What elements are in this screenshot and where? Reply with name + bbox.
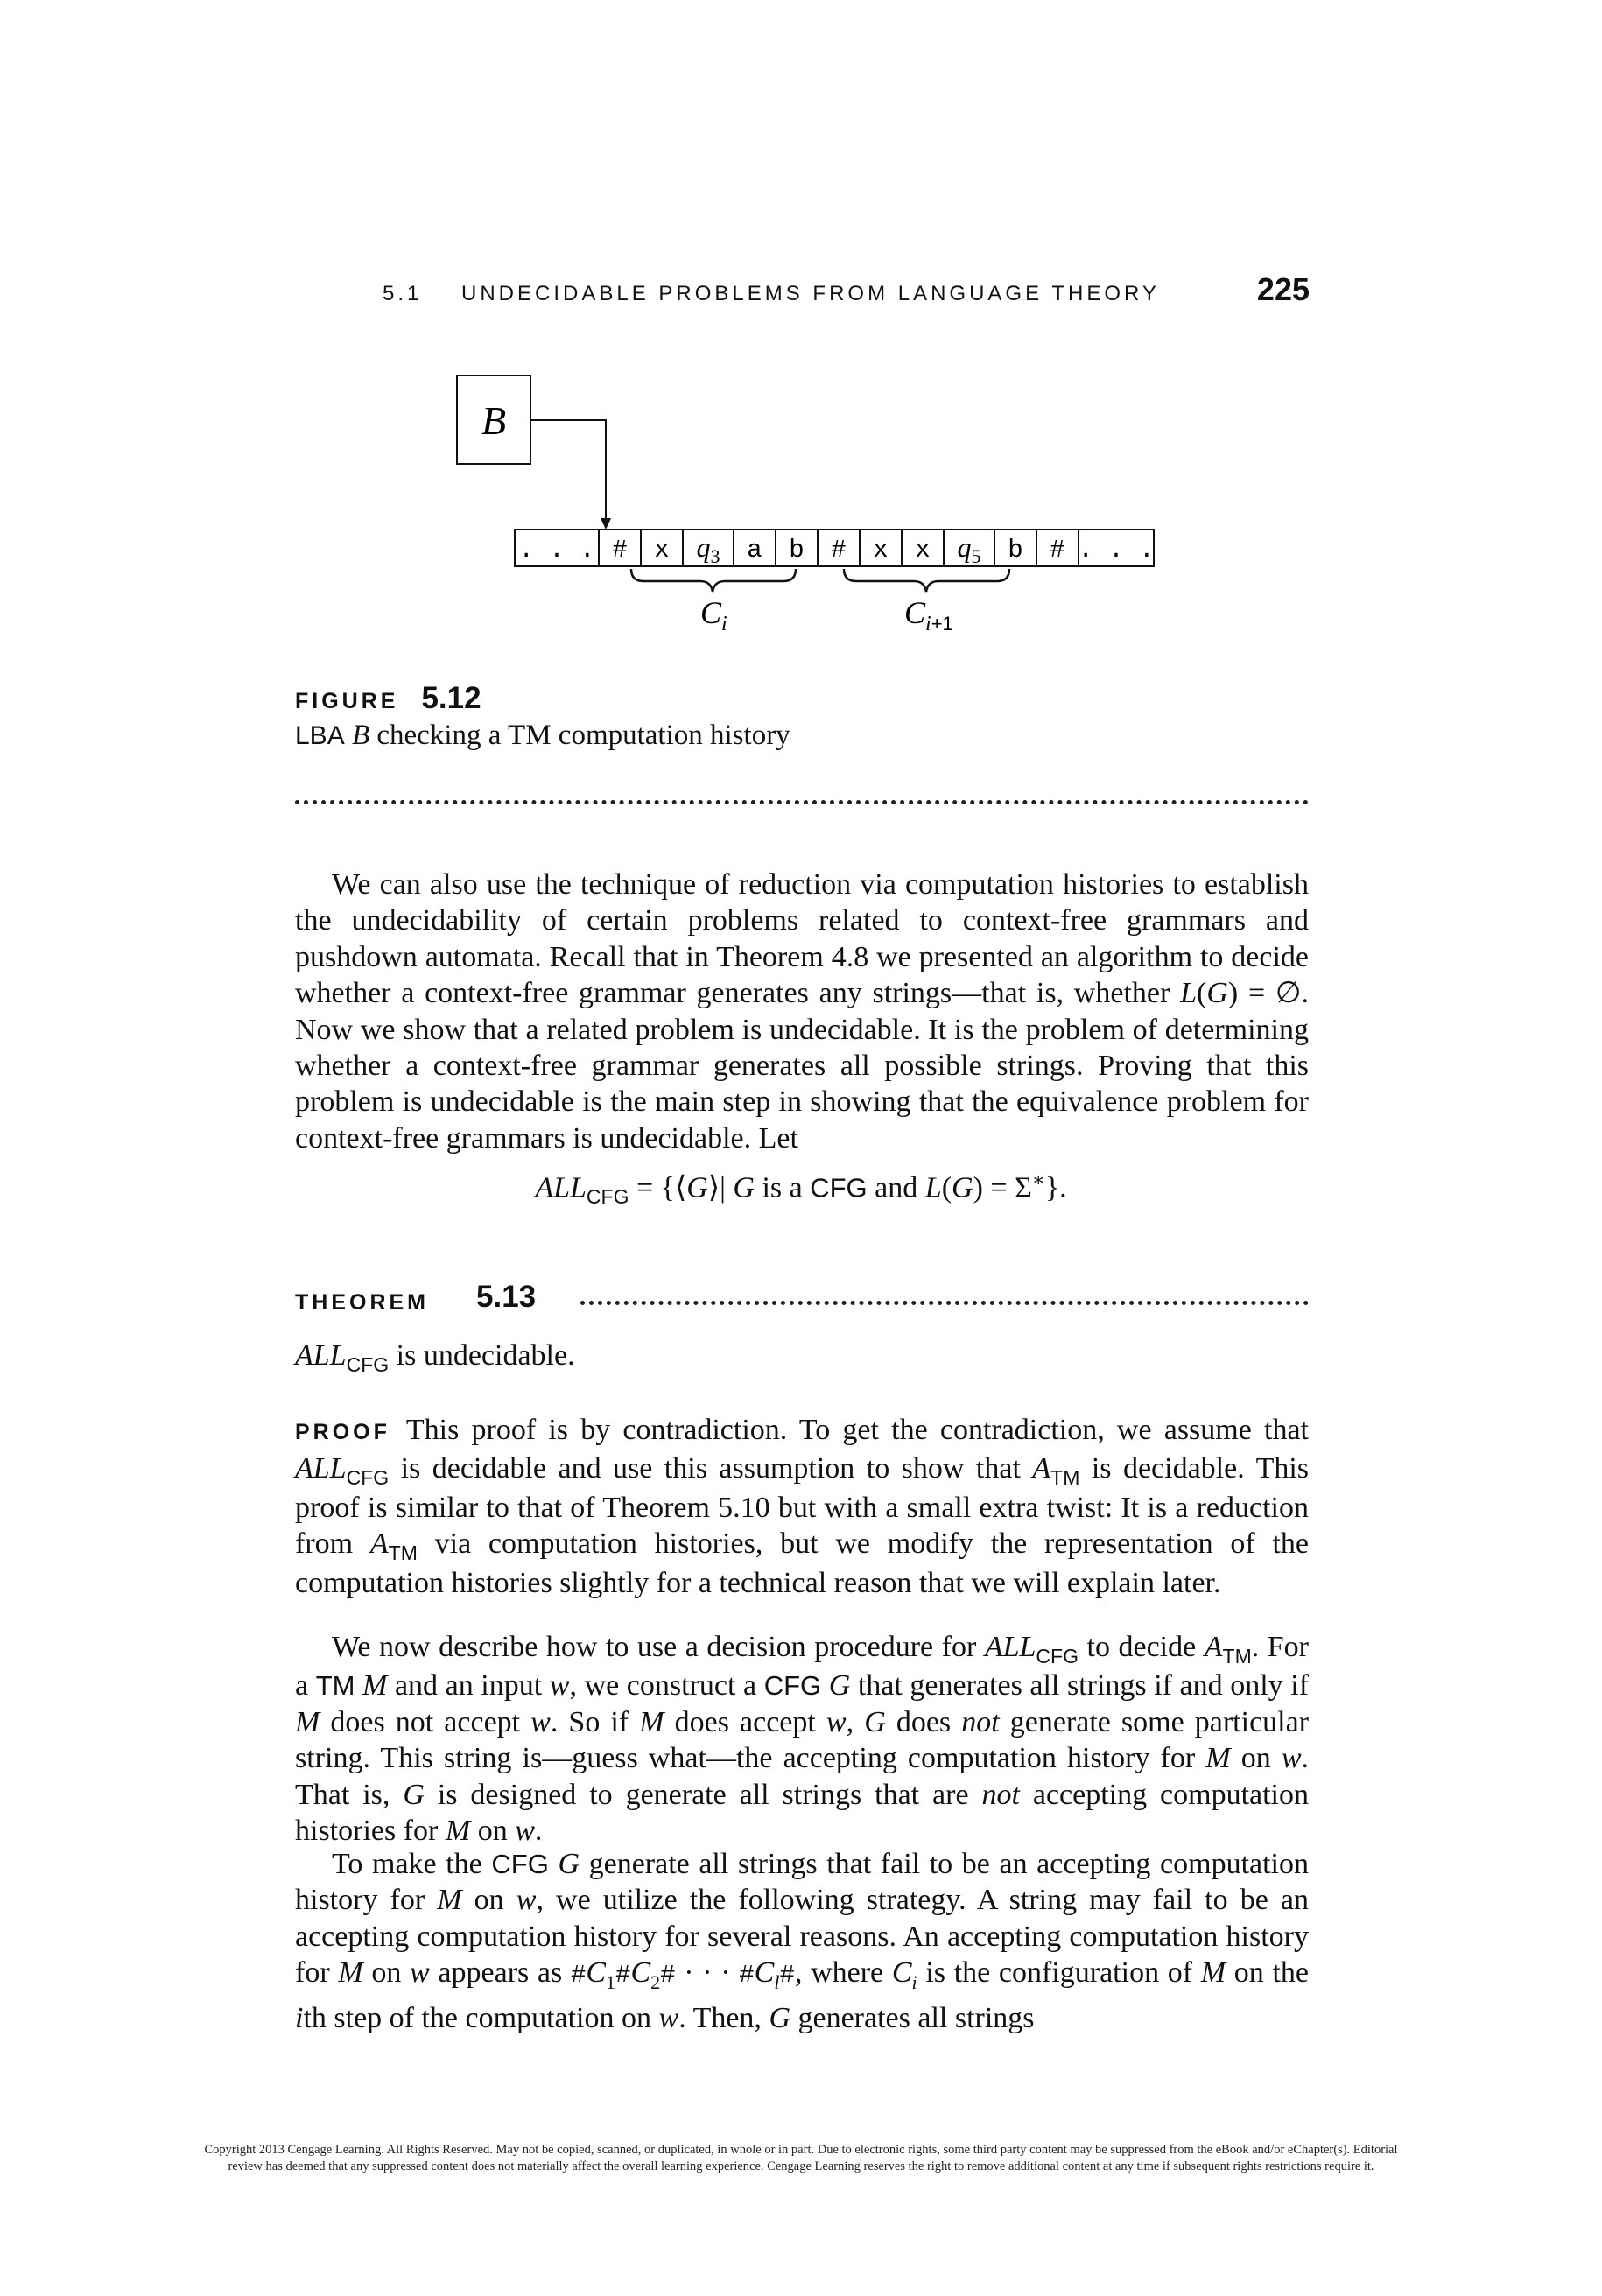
figure-caption-text: LBA B checking a TM computation history — [295, 720, 790, 751]
proof-paragraph-2: We now describe how to use a decision procedure for $ALL_{CFG}$ to decide $A_{TM}$. For a TM M and an input w, we construct a CFG G that generates all strings if and only if M does not accept w. So if M does accept w, G does not generate some particular string. This string is—guess what—the accepting computation history for M on w. That is, G is designed to generate all strings that are not accepting computation histories for M on w. — [295, 1631, 1310, 1848]
machine-label: B — [481, 398, 507, 443]
tape-symbol: b — [789, 536, 805, 565]
head-pointer-line — [530, 420, 606, 522]
tape-symbol: x — [873, 536, 889, 565]
figure-lba-tape — [0, 0, 1602, 665]
tape-symbol: x — [915, 536, 931, 565]
brace-c-i — [631, 569, 796, 592]
figure-label: FIGURE — [295, 689, 399, 713]
tape-symbol: $q_3$ — [696, 531, 720, 567]
tape-symbol: # — [612, 536, 628, 565]
section-number: 5.1 — [383, 282, 423, 305]
proof-paragraph-3: To make the CFG G generate all strings that fail to be an accepting computation history for M on w, we utilize the following strategy. A string may fail to be an accepting computation history for several reasons. An accepting computation history for M on w appears as $\#C_1\#C_2\#$ · · · $\#C_l\#$, where $C_i$ is the configuration of M on the ith step of the computation on w. Then, G generates all strings — [295, 1848, 1310, 2035]
theorem-label: THEOREM — [295, 1290, 429, 1315]
tape-symbol: a — [747, 536, 762, 565]
figure-number: 5.12 — [421, 681, 481, 715]
brace-label-c-i-plus-1: $C_i+1$ — [904, 595, 953, 635]
head-pointer-arrow — [601, 518, 611, 530]
proof-paragraph-1: PROOF This proof is by contradiction. To get the contradiction, we assume that $ALL_{CFG}$ is decidable and use this assumption to show that $A_{TM}$ is decidable. This proof is similar to that of Theorem 5.10 but with a small extra twist: It is a reduction from $A_{TM}$ via computation histories, but we modify the representation of the computation histories slightly for a technical reason that we will explain later. — [295, 1414, 1310, 1599]
brace-c-i-plus-1 — [844, 569, 1009, 592]
brace-label-c-i: $C_i$ — [700, 595, 727, 635]
tape-symbol: b — [1008, 536, 1023, 565]
theorem-statement: $ALL_{CFG}$ is undecidable. — [295, 1339, 575, 1376]
proof-label: PROOF — [295, 1420, 390, 1444]
theorem-rule — [580, 1301, 1309, 1305]
intro-paragraph: We can also use the technique of reduction via computation histories to establish the undecidability of certain problems related to context-free grammars and pushdown automata. Recall that in Theorem 4.8 we presented an algorithm to decide whether a context-free grammar generates any strings—that is, whether L(G) = ∅. Now we show that a related problem is undecidable. It is the problem of determining whether a context-free grammar generates all possible strings. Proving that this problem is undecidable is the main step in showing that the equivalence problem for context-free grammars is undecidable. Let — [295, 868, 1309, 1155]
theorem-number: 5.13 — [476, 1280, 537, 1314]
tape-symbol: # — [831, 536, 847, 565]
tape-symbol: $q_5$ — [957, 531, 981, 567]
tape — [515, 530, 1155, 567]
tape-symbol: . . . — [1078, 536, 1155, 565]
figure-rule — [295, 800, 1309, 804]
section-title: UNDECIDABLE PROBLEMS FROM LANGUAGE THEORY — [461, 282, 1160, 305]
page-number: 225 — [1256, 271, 1310, 307]
tape-symbol: # — [1050, 536, 1065, 565]
tape-symbol: . . . — [518, 536, 595, 565]
figure-caption — [295, 681, 790, 752]
copyright-notice: Copyright 2013 Cengage Learning. All Rights Reserved. May not be copied, scanned, or duplicated, in whole or in part. Due to electronic rights, some third party content may be suppressed from the eBook and/or eChapter(s). Editorial review has deemed that any suppressed content does not materially affect the overall learning experience. Cengage Learning reserves the right to remove additional content at any time if subsequent rights restrictions require it. — [204, 2143, 1398, 2173]
all-cfg-definition: $ALL_{CFG}$ = {⟨G⟩| G is a CFG and L(G) = Σ∗}. — [535, 1169, 1067, 1209]
tape-symbol: x — [654, 536, 670, 565]
